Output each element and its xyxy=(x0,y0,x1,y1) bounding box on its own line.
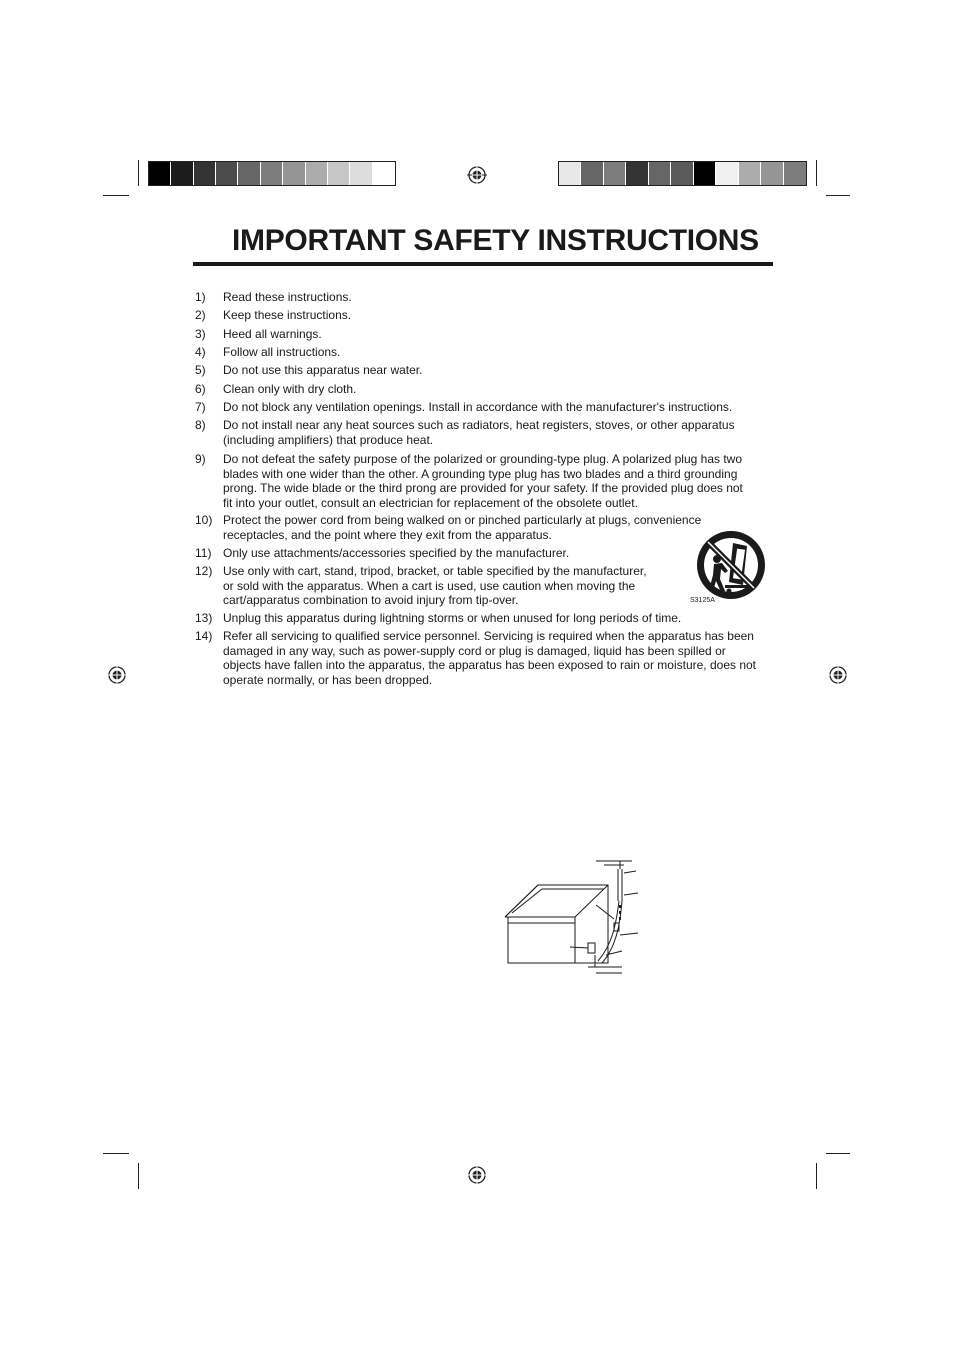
list-item-line: Heed all warnings. xyxy=(223,327,322,341)
list-item-text xyxy=(223,513,701,542)
list-item-text xyxy=(223,308,351,323)
color-swatch xyxy=(626,162,648,185)
crop-mark-bottom-right-horizontal xyxy=(826,1153,850,1154)
registration-crosshair-icon xyxy=(467,1165,487,1185)
list-item-number: 14) xyxy=(195,629,213,643)
crop-mark-bottom-right-vertical xyxy=(816,1163,817,1189)
list-item-line: prong. The wide blade or the third prong are provided for your safety. If the provided plug does not xyxy=(223,481,743,496)
registration-crosshair-icon xyxy=(467,165,487,185)
color-swatch xyxy=(581,162,603,185)
list-item-number: 8) xyxy=(195,418,206,432)
list-item-number: 3) xyxy=(195,327,206,341)
registration-crosshair-icon xyxy=(828,665,848,685)
antenna-grounding-house-diagram xyxy=(500,855,640,980)
list-item-text xyxy=(223,629,756,687)
list-item-line: Keep these instructions. xyxy=(223,308,352,322)
color-swatch xyxy=(784,162,806,185)
list-item-line: Follow all instructions. xyxy=(223,345,341,359)
list-item-number: 11) xyxy=(195,546,212,560)
list-item-number: 12) xyxy=(195,564,213,578)
list-item-line: objects have fallen into the apparatus, the apparatus has been exposed to rain or moisture, does not xyxy=(223,658,757,673)
color-swatch xyxy=(739,162,761,185)
list-item-text xyxy=(223,564,647,608)
color-swatch xyxy=(306,162,328,185)
color-swatch xyxy=(283,162,305,185)
list-item-number: 6) xyxy=(195,382,206,396)
list-item-line: Use only with cart, stand, tripod, bracket, or table specified by the manufacturer, xyxy=(223,564,647,578)
crop-mark-top-right-horizontal xyxy=(826,195,850,196)
list-item-text xyxy=(223,611,681,626)
list-item-text xyxy=(223,382,356,397)
list-item-line: Read these instructions. xyxy=(223,290,352,304)
list-item-text xyxy=(223,546,569,561)
color-swatch xyxy=(194,162,216,185)
list-item-line: Refer all servicing to qualified service personnel. Servicing is required when the apparatus has been xyxy=(223,629,754,643)
list-item-text xyxy=(223,452,743,510)
color-swatch xyxy=(716,162,738,185)
list-item-line: blades with one wider than the other. A grounding type plug has two blades and a third grounding xyxy=(223,466,738,481)
list-item-number: 2) xyxy=(195,308,206,322)
list-item-number: 9) xyxy=(195,452,206,466)
list-item-text xyxy=(223,345,340,360)
list-item-text xyxy=(223,400,732,415)
color-swatch xyxy=(216,162,238,185)
crop-mark-top-right-vertical xyxy=(816,160,817,186)
registration-crosshair-icon xyxy=(107,665,127,685)
color-swatch xyxy=(328,162,350,185)
color-swatch xyxy=(171,162,193,185)
color-swatch xyxy=(149,162,171,185)
list-item-line: damaged in any way, such as power-supply cord or plug is damaged, liquid has been spilled or xyxy=(223,643,726,658)
page-title: IMPORTANT SAFETY INSTRUCTIONS xyxy=(232,224,759,257)
cart-tip-over-warning-icon xyxy=(695,529,767,601)
color-swatch xyxy=(761,162,783,185)
list-item-line: cart/apparatus combination to avoid injury from tip-over. xyxy=(223,593,519,608)
list-item-text xyxy=(223,327,322,342)
list-item-line: Do not defeat the safety purpose of the polarized or grounding-type plug. A polarized plug has two xyxy=(223,452,743,466)
list-item-text xyxy=(223,290,352,305)
list-item-line: or sold with the apparatus. When a cart is used, use caution when moving the xyxy=(223,578,636,593)
color-swatch xyxy=(261,162,283,185)
color-swatch xyxy=(350,162,372,185)
color-swatch xyxy=(373,162,395,185)
list-item-text xyxy=(223,363,422,378)
list-item-line: Clean only with dry cloth. xyxy=(223,382,357,396)
list-item-line: Do not block any ventilation openings. Install in accordance with the manufacturer's instructions. xyxy=(223,400,733,414)
crop-mark-top-left-horizontal xyxy=(103,195,129,196)
list-item-line: receptacles, and the point where they exit from the apparatus. xyxy=(223,527,552,542)
cart-warning-caption: S3125A xyxy=(690,597,715,604)
list-item-line: Do not install near any heat sources such as radiators, heat registers, stoves, or other apparatus xyxy=(223,418,735,432)
list-item-line: Do not use this apparatus near water. xyxy=(223,363,423,377)
list-item-number: 5) xyxy=(195,363,206,377)
list-item-number: 13) xyxy=(195,611,213,625)
list-item-number: 4) xyxy=(195,345,206,359)
color-swatch xyxy=(238,162,260,185)
list-item-line: (including amplifiers) that produce heat. xyxy=(223,432,434,447)
color-swatch xyxy=(604,162,626,185)
list-item-line: Only use attachments/accessories specified by the manufacturer. xyxy=(223,546,570,560)
list-item-number: 7) xyxy=(195,400,206,414)
list-item-line: fit into your outlet, consult an electrician for replacement of the obsolete outlet. xyxy=(223,495,638,510)
color-bar-left xyxy=(148,161,396,186)
list-item-line: Protect the power cord from being walked on or pinched particularly at plugs, convenience xyxy=(223,513,702,527)
list-item-text xyxy=(223,418,735,447)
list-item-line: operate normally, or has been dropped. xyxy=(223,672,433,687)
title-underline xyxy=(193,262,773,266)
list-item-number: 1) xyxy=(195,290,206,304)
crop-mark-bottom-left-vertical xyxy=(138,1163,139,1189)
color-swatch xyxy=(649,162,671,185)
crop-mark-bottom-left-horizontal xyxy=(103,1153,129,1154)
color-swatch xyxy=(694,162,716,185)
list-item-number: 10) xyxy=(195,513,213,527)
list-item-line: Unplug this apparatus during lightning storms or when unused for long periods of time. xyxy=(223,611,682,625)
crop-mark-top-left-vertical xyxy=(138,160,139,186)
color-swatch xyxy=(671,162,693,185)
color-swatch xyxy=(559,162,581,185)
color-bar-right xyxy=(558,161,807,186)
